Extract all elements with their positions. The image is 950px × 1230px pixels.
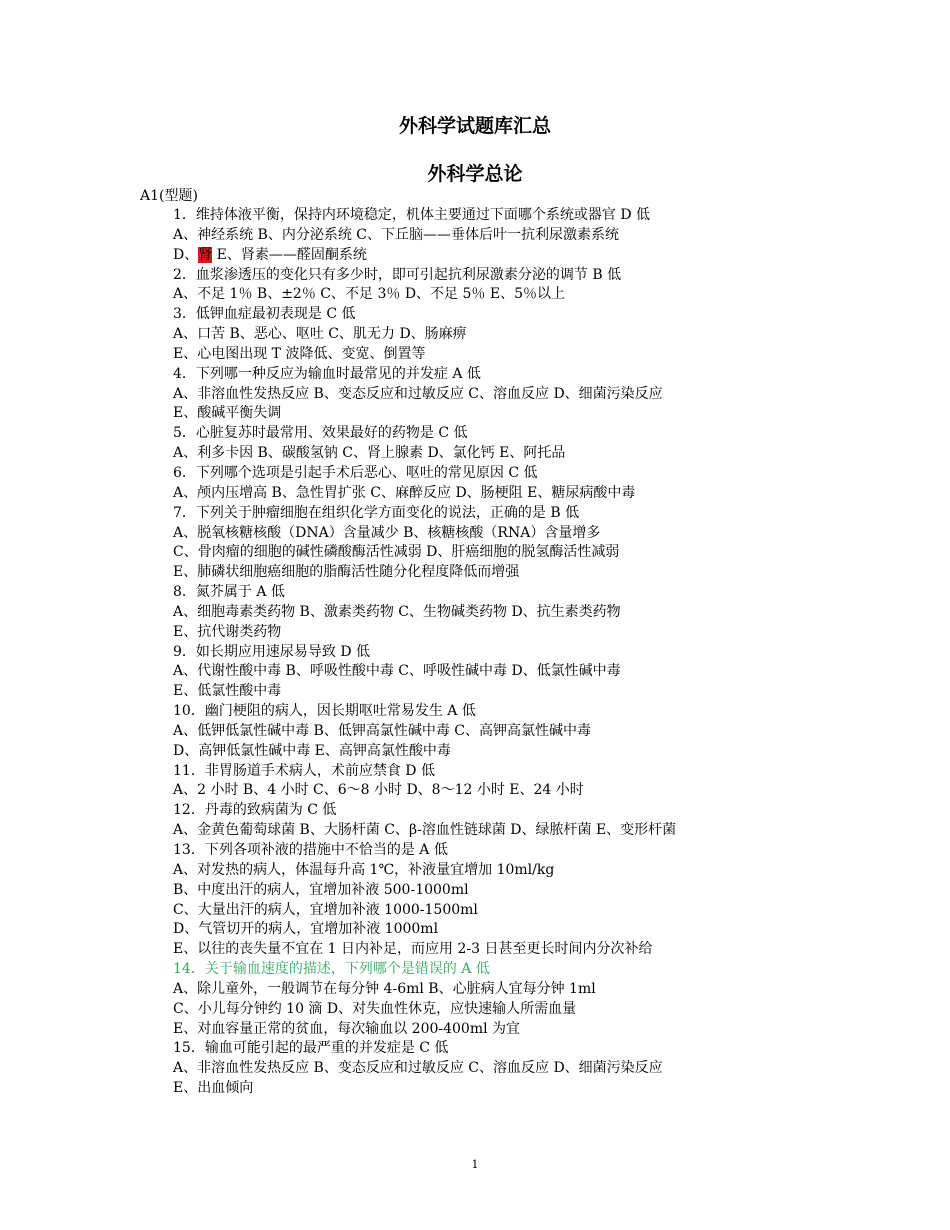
answer-options: B、中度出汗的病人，宜增加补液 500-1000ml xyxy=(173,881,469,898)
answer-options: A、代谢性酸中毒 B、呼吸性酸中毒 C、呼吸性碱中毒 D、低氯性碱中毒 xyxy=(173,663,621,680)
question-list xyxy=(173,206,913,1099)
document-title: 外科学试题库汇总 xyxy=(398,115,551,137)
answer-options: E、以往的丧失量不宜在 1 日内补足，而应用 2-3 日甚至更长时间内分次补给 xyxy=(173,941,653,958)
answer-options: A、非溶血性发热反应 B、变态反应和过敏反应 C、溶血反应 D、细菌污染反应 xyxy=(173,1060,663,1077)
question-text-highlighted: 14．关于输血速度的描述，下列哪个是错误的 A 低 xyxy=(173,961,490,978)
highlighted-answer: 肾 xyxy=(198,246,213,263)
answer-options: C、小儿每分钟约 10 滴 D、对失血性休克，应快速输人所需血量 xyxy=(173,1000,577,1017)
answer-options: D、高钾低氯性碱中毒 E、高钾高氯性酸中毒 xyxy=(173,742,451,759)
option-prefix: D、 xyxy=(173,246,199,263)
option-rest: E、肾素——醛固酮系统 xyxy=(212,246,367,263)
question-text: 1．维持体液平衡，保持内环境稳定，机体主要通过下面哪个系统或器官 D 低 xyxy=(173,207,651,223)
question-text: 5．心脏复苏时最常用、效果最好的药物是 C 低 xyxy=(173,425,468,442)
question-text: 13．下列各项补液的措施中不恰当的是 A 低 xyxy=(173,842,448,858)
answer-options: A、利多卡因 B、碳酸氢钠 C、肾上腺素 D、氯化钙 E、阿托品 xyxy=(173,445,566,462)
answer-options: A、口苦 B、恶心、呕吐 C、肌无力 D、肠麻痹 xyxy=(173,326,467,343)
answer-options: E、酸碱平衡失调 xyxy=(173,405,282,422)
answer-options: E、出血倾向 xyxy=(173,1080,254,1097)
section-heading: A1(型题) xyxy=(140,188,198,204)
answer-options: A、神经系统 B、内分泌系统 C、下丘脑——垂体后叶一抗利尿激素系统 xyxy=(173,226,620,243)
answer-options: A、低钾低氯性碱中毒 B、低钾高氯性碱中毒 C、高钾高氯性碱中毒 xyxy=(173,722,592,739)
answer-options: C、骨肉瘤的细胞的碱性磷酸酶活性减弱 D、肝癌细胞的脱氢酶活性减弱 xyxy=(173,544,620,561)
page-number: 1 xyxy=(471,1158,479,1171)
answer-options: A、不足 1％ B、±2％ C、不足 3％ D、不足 5％ E、5％以上 xyxy=(173,286,565,303)
question-text: 6．下列哪个选项是引起手术后恶心、呕吐的常见原因 C 低 xyxy=(173,464,538,481)
answer-options: A、脱氧核糖核酸（DNA）含量减少 B、核糖核酸（RNA）含量增多 xyxy=(173,524,601,541)
answer-options: A、非溶血性发热反应 B、变态反应和过敏反应 C、溶血反应 D、细菌污染反应 xyxy=(173,385,663,402)
answer-options: E、对血容量正常的贫血，每次输血以 200-400ml 为宜 xyxy=(173,1020,521,1037)
answer-options: E、抗代谢类药物 xyxy=(173,623,282,640)
question-text: 8．氮芥属于 A 低 xyxy=(173,584,285,601)
question-text: 2．血浆渗透压的变化只有多少时，即可引起抗利尿激素分泌的调节 B 低 xyxy=(173,266,622,283)
answer-options: C、大量出汗的病人，宜增加补液 1000-1500ml xyxy=(173,901,478,918)
answer-options: A、2 小时 B、4 小时 C、6～8 小时 D、8～12 小时 E、24 小时 xyxy=(173,782,584,799)
answer-options: A、对发热的病人，体温每升高 1℃，补液量宜增加 10ml/kg xyxy=(173,861,555,878)
answer-options: E、低氯性酸中毒 xyxy=(173,683,282,700)
answer-options: A、除儿童外，一般调节在每分钟 4-6ml B、心脏病人宜每分钟 1ml xyxy=(173,980,596,997)
question-text: 4．下列哪一种反应为输血时最常见的并发症 A 低 xyxy=(173,365,481,382)
answer-options: D、气管切开的病人，宜增加补液 1000ml xyxy=(173,921,439,938)
question-text: 10．幽门梗阻的病人，因长期呕吐常易发生 A 低 xyxy=(173,703,476,720)
answer-options: E、心电图出现 T 波降低、变宽、倒置等 xyxy=(173,345,426,362)
answer-options: A、颅内压增高 B、急性胃扩张 C、麻醉反应 D、肠梗阻 E、糖尿病酸中毒 xyxy=(173,484,636,501)
question-text: 12．丹毒的致病菌为 C 低 xyxy=(173,802,337,819)
document-subtitle: 外科学总论 xyxy=(427,163,523,185)
question-text: 7．下列关于肿瘤细胞在组织化学方面变化的说法，正确的是 B 低 xyxy=(173,504,580,521)
question-text: 15．输血可能引起的最严重的并发症是 C 低 xyxy=(173,1040,449,1057)
answer-options: A、细胞毒素类药物 B、激素类药物 C、生物碱类药物 D、抗生素类药物 xyxy=(173,603,621,620)
answer-options xyxy=(173,246,913,266)
answer-options: E、肺磷状细胞癌细胞的脂酶活性随分化程度降低而增强 xyxy=(173,564,520,581)
question-text: 9．如长期应用速尿易导致 D 低 xyxy=(173,643,371,660)
question-text: 11．非胃肠道手术病人，术前应禁食 D 低 xyxy=(173,762,435,779)
question-text: 3．低钾血症最初表现是 C 低 xyxy=(173,306,356,323)
answer-options: A、金黄色葡萄球菌 B、大肠杆菌 C、β-溶血性链球菌 D、绿脓杆菌 E、变形杆菌 xyxy=(173,822,677,839)
